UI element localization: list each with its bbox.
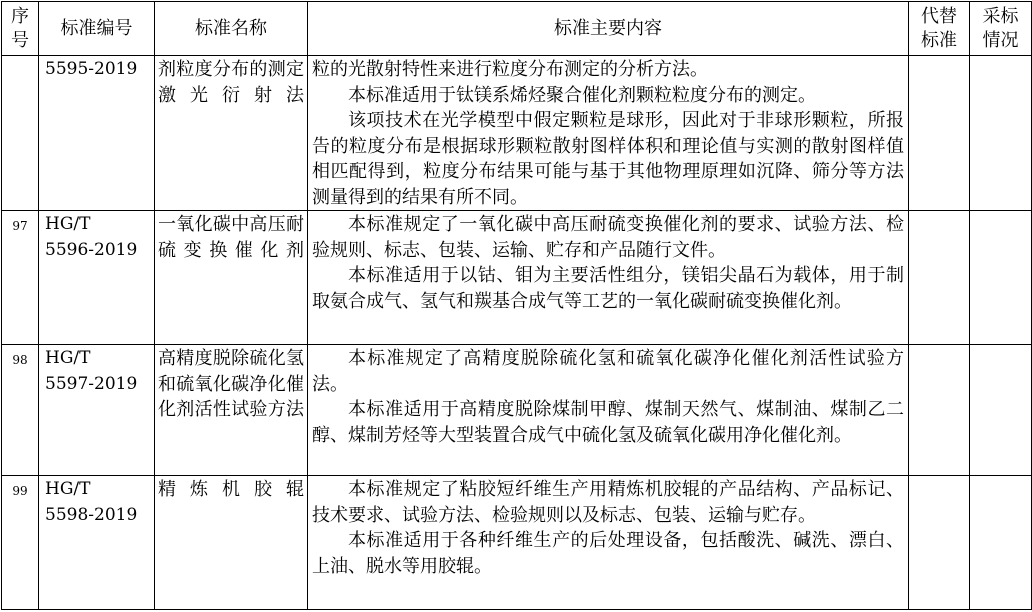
row-number: 97 (2, 211, 39, 345)
content-paragraph: 本标准适用于以钴、钼为主要活性组分，镁铝尖晶石为载体，用于制取氨合成气、氢气和羰基合成气等工艺的一氧化碳耐硫变换催化剂。 (312, 265, 904, 312)
standard-content (308, 211, 909, 345)
header-seq-line1: 序 (11, 5, 29, 27)
standard-name: 剂粒度分布的测定 激光衍射法 (155, 56, 308, 211)
header-code: 标准编号 (39, 2, 155, 56)
standard-name: 高精度脱除硫化氢和硫氧化碳净化催化剂活性试验方法 (155, 345, 308, 476)
replaced-standard (909, 56, 970, 211)
standard-content (308, 345, 909, 476)
table-row (2, 345, 1032, 476)
standard-code: 5595-2019 (39, 56, 155, 211)
standard-code: HG/T 5597-2019 (39, 345, 155, 476)
standard-name: 精炼机胶辊 (155, 476, 308, 610)
standard-name: 一氧化碳中高压耐硫变换催化剂 (155, 211, 308, 345)
adoption-status (970, 211, 1032, 345)
content-paragraph: 本标准适用于各种纤维生产的后处理设备，包括酸洗、碱洗、漂白、上油、脱水等用胶辊。 (312, 530, 904, 577)
standard-code: HG/T 5596-2019 (39, 211, 155, 345)
content-paragraph: 该项技术在光学模型中假定颗粒是球形，因此对于非球形颗粒，所报告的粒度分布是根据球形颗粒散射图样体积和理论值与实测的散射图样值相匹配得到，粒度分布结果可能与基于其他物理原理如沉降、筛分等方法测量得到的结果有所不同。 (312, 110, 904, 208)
header-content: 标准主要内容 (308, 2, 909, 56)
content-paragraph: 粒的光散射特性来进行粒度分布测定的分析方法。 (312, 59, 708, 80)
header-replace-line1: 代替 (921, 5, 957, 27)
row-number (2, 56, 39, 211)
header-replace-line2: 标准 (921, 29, 957, 51)
table-row (2, 476, 1032, 610)
standard-code: HG/T 5598-2019 (39, 476, 155, 610)
adoption-status (970, 345, 1032, 476)
header-adopt (970, 2, 1032, 56)
header-replace (909, 2, 970, 56)
row-number: 99 (2, 476, 39, 610)
table-row (2, 211, 1032, 345)
content-paragraph: 本标准适用于高精度脱除煤制甲醇、煤制天然气、煤制油、煤制乙二醇、煤制芳烃等大型装置合成气中硫化氢及硫氧化碳用净化催化剂。 (312, 399, 904, 446)
standard-content (308, 476, 909, 610)
row-number: 98 (2, 345, 39, 476)
content-paragraph: 本标准规定了高精度脱除硫化氢和硫氧化碳净化催化剂活性试验方法。 (312, 348, 904, 395)
header-seq (2, 2, 39, 56)
content-paragraph: 本标准规定了粘胶短纤维生产用精炼机胶辊的产品结构、产品标记、技术要求、试验方法、检验规则以及标志、包装、运输与贮存。 (312, 479, 904, 526)
replaced-standard (909, 345, 970, 476)
header-row (2, 2, 1032, 56)
header-seq-line2: 号 (11, 29, 29, 51)
standard-content (308, 56, 909, 211)
table-body (2, 56, 1032, 610)
header-name: 标准名称 (155, 2, 308, 56)
replaced-standard (909, 211, 970, 345)
header-adopt-line2: 情况 (982, 29, 1019, 51)
table-row (2, 56, 1032, 211)
standards-table (1, 1, 1032, 610)
content-paragraph: 本标准规定了一氧化碳中高压耐硫变换催化剂的要求、试验方法、检验规则、标志、包装、运输、贮存和产品随行文件。 (312, 214, 904, 261)
replaced-standard (909, 476, 970, 610)
adoption-status (970, 56, 1032, 211)
content-paragraph: 本标准适用于钛镁系烯烃聚合催化剂颗粒粒度分布的测定。 (348, 84, 816, 106)
adoption-status (970, 476, 1032, 610)
header-adopt-line1: 采标 (982, 5, 1019, 27)
